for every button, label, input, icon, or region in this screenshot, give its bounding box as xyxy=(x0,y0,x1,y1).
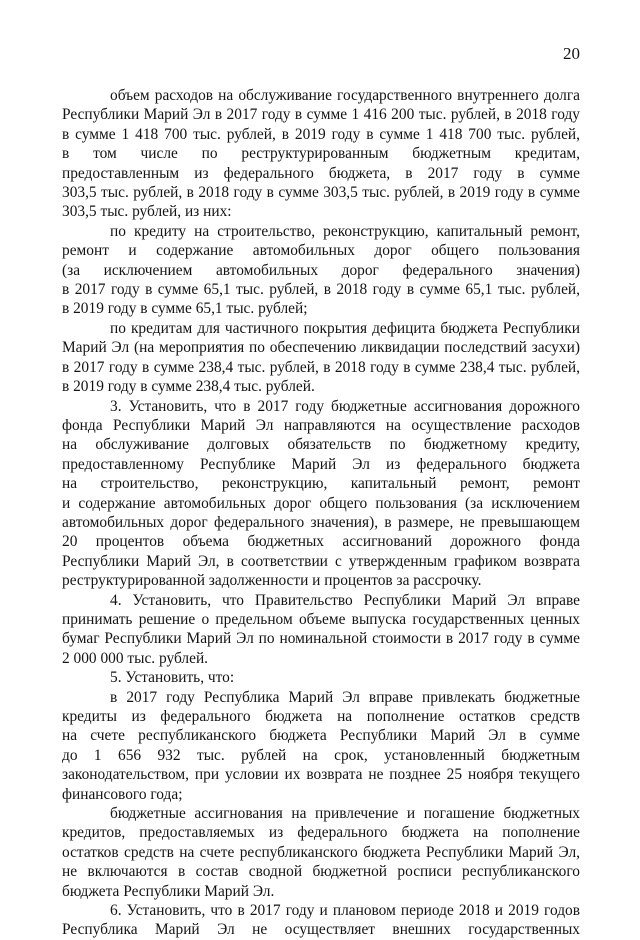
text-line: по кредитам для частичного покрытия дефицита бюджета Республики xyxy=(110,319,580,337)
text-line: реструктурированной задолженности и процентов за рассрочку. xyxy=(62,572,482,590)
text-line: законодательством, при условии их возврата не позднее 25 ноября текущего xyxy=(62,766,580,784)
paragraph xyxy=(62,668,580,687)
page-number: 20 xyxy=(563,44,580,63)
text-line: в 2019 году в сумме 65,1 тыс. рублей; xyxy=(62,300,308,318)
text-line: ремонт и содержание автомобильных дорог общего пользования xyxy=(62,242,580,260)
text-line: объем расходов на обслуживание государственного внутреннего долга xyxy=(110,87,580,104)
text-line: на счете республиканского бюджета Республики Марий Эл в сумме xyxy=(62,727,580,745)
paragraph xyxy=(62,901,580,940)
paragraph xyxy=(62,591,580,669)
text-line: до 1 656 932 тыс. рублей на срок, установленный бюджетным xyxy=(62,746,580,764)
text-line: и содержание автомобильных дорог общего пользования (за исключением xyxy=(62,494,580,512)
text-line: 6. Установить, что в 2017 году и плановом периоде 2018 и 2019 годов xyxy=(110,902,580,920)
text-line: кредиты из федерального бюджета на пополнение остатков средств xyxy=(62,708,580,725)
paragraph xyxy=(62,222,580,319)
document-body xyxy=(62,86,580,940)
text-line: в 2019 году в сумме 238,4 тыс. рублей. xyxy=(62,378,315,396)
text-line: на обслуживание долговых обязательств по бюджетному кредиту, xyxy=(62,436,580,454)
text-line: по кредиту на строительство, реконструкцию, капитальный ремонт, xyxy=(110,222,580,240)
paragraph xyxy=(62,319,580,397)
text-line: предоставленным из федерального бюджета, в 2017 году в сумме xyxy=(62,164,580,182)
text-line: принимать решение о предельном объеме выпуска государственных ценных xyxy=(62,610,580,628)
text-line: Марий Эл (на мероприятия по обеспечению ликвидации последствий засухи) xyxy=(62,339,580,357)
text-line: 20 процентов объема бюджетных ассигнований дорожного фонда xyxy=(62,533,580,551)
text-line: остатков средств на счете республиканского бюджета Республики Марий Эл, xyxy=(62,843,580,861)
text-line: предоставленному Республике Марий Эл из федерального бюджета xyxy=(62,455,580,473)
text-line: 2 000 000 тыс. рублей. xyxy=(62,649,209,667)
text-line: 303,5 тыс. рублей, из них: xyxy=(62,203,232,221)
text-line: бюджета Республики Марий Эл. xyxy=(62,882,275,900)
text-line: кредитов, предоставляемых из федерального бюджета на пополнение xyxy=(62,824,580,842)
text-line: (за исключением автомобильных дорог федерального значения) xyxy=(62,261,580,279)
text-line: на строительство, реконструкцию, капитальный ремонт, ремонт xyxy=(62,475,580,493)
text-line: в том числе по реструктурированным бюджетным кредитам, xyxy=(62,145,580,163)
text-line: финансового года; xyxy=(62,785,183,803)
text-line: не включаются в состав сводной бюджетной росписи республиканского xyxy=(62,863,580,881)
text-line: бумаг Республики Марий Эл по номинальной стоимости в 2017 году в сумме xyxy=(62,630,580,648)
text-line: фонда Республики Марий Эл направляются на осуществление расходов xyxy=(62,416,580,434)
text-line: в 2017 году в сумме 65,1 тыс. рублей, в 2018 году в сумме 65,1 тыс. рублей, xyxy=(62,281,580,299)
text-line: Республика Марий Эл не осуществляет внешних государственных xyxy=(62,921,580,939)
text-line: 3. Установить, что в 2017 году бюджетные ассигнования дорожного xyxy=(110,397,580,415)
text-line: в 2017 году Республика Марий Эл вправе привлекать бюджетные xyxy=(110,688,580,706)
text-line: в сумме 1 418 700 тыс. рублей, в 2019 году в сумме 1 418 700 тыс. рублей, xyxy=(62,125,580,143)
text-line: автомобильных дорог федерального значения), в размере, не превышающем xyxy=(62,513,580,531)
text-line: 4. Установить, что Правительство Республики Марий Эл вправе xyxy=(110,591,580,609)
text-line: 303,5 тыс. рублей, в 2018 году в сумме 303,5 тыс. рублей, в 2019 году в сумме xyxy=(62,184,580,202)
paragraph xyxy=(62,86,580,222)
text-line: Республики Марий Эл, в соответствии с утвержденным графиком возврата xyxy=(62,552,580,570)
text-line: 5. Установить, что: xyxy=(110,669,235,687)
text-line: Республики Марий Эл в 2017 году в сумме 1 416 200 тыс. рублей, в 2018 году xyxy=(62,106,580,124)
paragraph xyxy=(62,688,580,804)
paragraph xyxy=(62,804,580,901)
paragraph xyxy=(62,397,580,591)
text-line: бюджетные ассигнования на привлечение и погашение бюджетных xyxy=(110,805,580,823)
text-line: в 2017 году в сумме 238,4 тыс. рублей, в 2018 году в сумме 238,4 тыс. рублей, xyxy=(62,358,580,376)
